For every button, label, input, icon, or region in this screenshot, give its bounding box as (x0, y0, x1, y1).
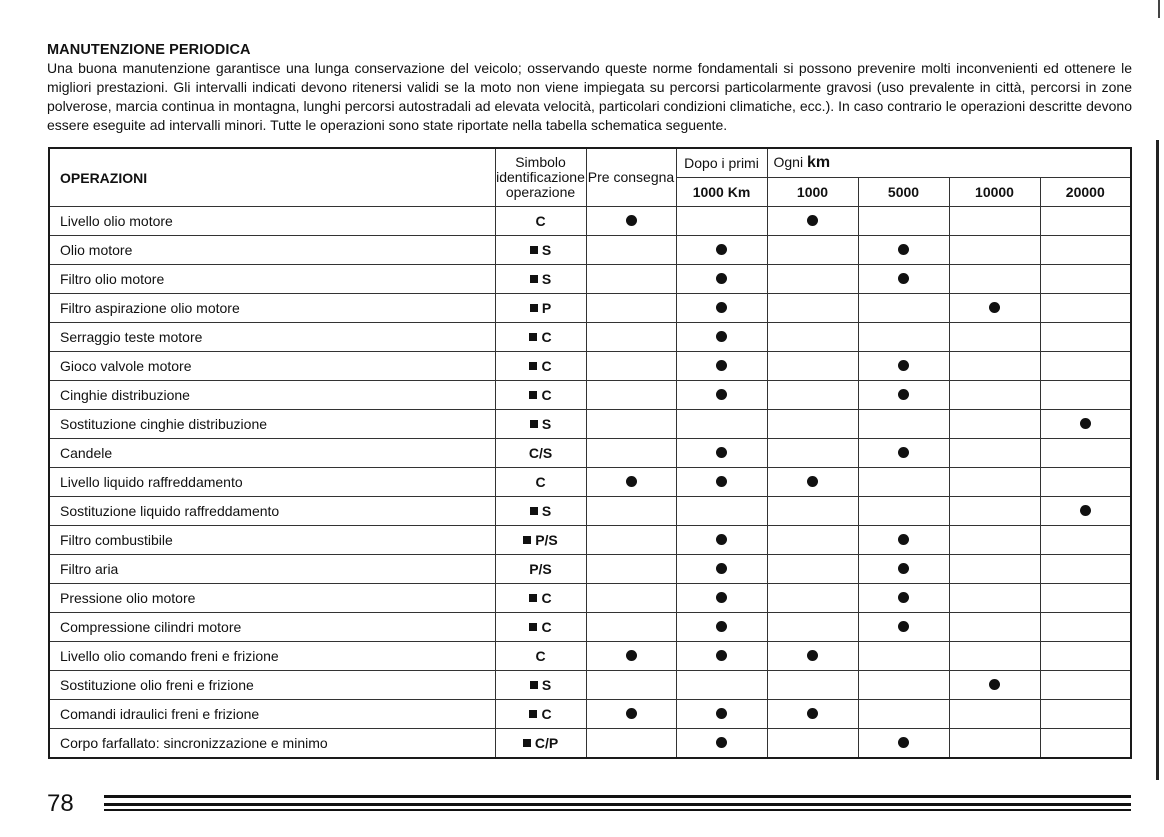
interval-cell (1040, 294, 1131, 323)
interval-cell (949, 700, 1040, 729)
bullet-dot-icon (807, 650, 818, 661)
bullet-dot-icon (626, 708, 637, 719)
operation-name: Compressione cilindri motore (49, 613, 495, 642)
interval-cell (586, 439, 676, 468)
table-row (49, 439, 1131, 468)
operation-symbol (495, 700, 586, 729)
interval-cell (1040, 700, 1131, 729)
bullet-dot-icon (716, 447, 727, 458)
operation-name: Filtro olio motore (49, 265, 495, 294)
interval-cell (949, 410, 1040, 439)
interval-cell (949, 352, 1040, 381)
bullet-dot-icon (716, 592, 727, 603)
interval-cell (949, 236, 1040, 265)
square-marker-icon (530, 304, 538, 312)
table-row (49, 381, 1131, 410)
interval-cell (586, 497, 676, 526)
table-row (49, 555, 1131, 584)
operation-symbol (495, 497, 586, 526)
interval-cell (676, 613, 767, 642)
symbol-code: C (541, 619, 552, 635)
interval-cell (1040, 207, 1131, 236)
table-row (49, 700, 1131, 729)
interval-cell (949, 555, 1040, 584)
interval-cell (949, 294, 1040, 323)
interval-cell (586, 294, 676, 323)
operation-symbol (495, 410, 586, 439)
interval-cell (858, 352, 949, 381)
interval-cell (858, 700, 949, 729)
interval-cell (858, 613, 949, 642)
symbol-header: Simbolo identificazione operazione (495, 148, 586, 207)
interval-cell (676, 729, 767, 759)
bullet-dot-icon (716, 476, 727, 487)
interval-cell (767, 642, 858, 671)
interval-cell (676, 207, 767, 236)
interval-cell (1040, 497, 1131, 526)
interval-cell (1040, 468, 1131, 497)
table-row (49, 410, 1131, 439)
bullet-dot-icon (989, 302, 1000, 313)
interval-cell (949, 381, 1040, 410)
interval-cell (949, 468, 1040, 497)
symbol-code: C (535, 474, 546, 490)
interval-cell (858, 671, 949, 700)
table-body (49, 207, 1131, 759)
operation-symbol (495, 642, 586, 671)
operation-symbol (495, 207, 586, 236)
km-every-20000: 20000 (1040, 178, 1131, 207)
interval-cell (1040, 613, 1131, 642)
bullet-dot-icon (716, 331, 727, 342)
interval-cell (858, 294, 949, 323)
table-row (49, 352, 1131, 381)
km-every-1000: 1000 (767, 178, 858, 207)
bullet-dot-icon (989, 679, 1000, 690)
bullet-dot-icon (716, 563, 727, 574)
interval-cell (858, 729, 949, 759)
operation-name: Gioco valvole motore (49, 352, 495, 381)
operation-symbol (495, 352, 586, 381)
operation-symbol (495, 584, 586, 613)
interval-cell (858, 381, 949, 410)
interval-cell (586, 555, 676, 584)
interval-cell (949, 497, 1040, 526)
operation-symbol (495, 439, 586, 468)
interval-cell (1040, 439, 1131, 468)
bullet-dot-icon (898, 244, 909, 255)
interval-cell (949, 265, 1040, 294)
symbol-code: P/S (529, 561, 552, 577)
table-header-row (49, 148, 1131, 178)
interval-cell (858, 410, 949, 439)
interval-cell (858, 468, 949, 497)
interval-cell (767, 526, 858, 555)
square-marker-icon (530, 507, 538, 515)
interval-cell (949, 439, 1040, 468)
interval-cell (1040, 584, 1131, 613)
interval-cell (676, 265, 767, 294)
symbol-code: C/S (528, 445, 553, 461)
interval-cell (586, 584, 676, 613)
operation-symbol (495, 613, 586, 642)
interval-cell (1040, 323, 1131, 352)
interval-cell (676, 381, 767, 410)
bullet-dot-icon (898, 360, 909, 371)
interval-cell (1040, 410, 1131, 439)
bullet-dot-icon (898, 592, 909, 603)
first-interval-header: Dopo i primi (676, 148, 767, 178)
interval-cell (767, 613, 858, 642)
interval-cell (949, 323, 1040, 352)
square-marker-icon (530, 246, 538, 254)
interval-cell (676, 555, 767, 584)
interval-cell (767, 207, 858, 236)
interval-cell (676, 323, 767, 352)
operation-name: Sostituzione liquido raffreddamento (49, 497, 495, 526)
operation-name: Livello olio comando freni e frizione (49, 642, 495, 671)
table-row (49, 729, 1131, 759)
bullet-dot-icon (626, 476, 637, 487)
interval-cell (1040, 526, 1131, 555)
intro-paragraph: Una buona manutenzione garantisce una lunga conservazione del veicolo; osservando queste norme fondamentali si possono prevenire molti inconvenienti ed ottenere le migliori prestazioni. Gli intervalli indicati devono ritenersi validi se la moto non viene impiegata su percorsi particolarmente gravosi (uso prevalente in città, percorsi in zone polverose, marcia continua in montagna, lunghi percorsi autostradali ad elevata velocità, particolari condizioni climatiche, ecc.). In caso contrario le operazioni descritte devono essere eseguite ad intervalli minori. Tutte le operazioni sono state riportate nella tabella schematica seguente. (47, 60, 1132, 133)
symbol-code: C (535, 213, 546, 229)
maintenance-table (48, 147, 1132, 759)
footer-rule (104, 809, 1131, 811)
interval-cell (949, 729, 1040, 759)
operation-symbol (495, 236, 586, 265)
interval-cell (586, 468, 676, 497)
bullet-dot-icon (716, 389, 727, 400)
bullet-dot-icon (898, 621, 909, 632)
operation-name: Livello olio motore (49, 207, 495, 236)
table-row (49, 526, 1131, 555)
interval-cell (586, 352, 676, 381)
table-row (49, 584, 1131, 613)
interval-cell (676, 671, 767, 700)
bullet-dot-icon (1080, 418, 1091, 429)
interval-cell (858, 526, 949, 555)
interval-cell (949, 584, 1040, 613)
bullet-dot-icon (716, 737, 727, 748)
interval-cell (858, 555, 949, 584)
interval-cell (858, 207, 949, 236)
symbol-code: S (541, 242, 552, 258)
square-marker-icon (523, 739, 531, 747)
table-row (49, 613, 1131, 642)
square-marker-icon (529, 710, 537, 718)
bullet-dot-icon (716, 244, 727, 255)
table-row (49, 207, 1131, 236)
page-edge (1156, 140, 1159, 780)
page-number: 78 (47, 790, 74, 817)
table-row (49, 265, 1131, 294)
square-marker-icon (529, 594, 537, 602)
operation-name: Comandi idraulici freni e frizione (49, 700, 495, 729)
bullet-dot-icon (898, 447, 909, 458)
interval-cell (858, 642, 949, 671)
interval-cell (676, 294, 767, 323)
interval-cell (586, 207, 676, 236)
interval-cell (767, 584, 858, 613)
interval-cell (586, 526, 676, 555)
symbol-code: S (541, 416, 552, 432)
bullet-dot-icon (898, 389, 909, 400)
interval-cell (676, 236, 767, 265)
symbol-code: C/P (534, 735, 559, 751)
interval-cell (676, 468, 767, 497)
section-title: MANUTENZIONE PERIODICA (47, 42, 251, 58)
table-row (49, 497, 1131, 526)
table-row (49, 294, 1131, 323)
interval-cell (586, 381, 676, 410)
operation-symbol (495, 323, 586, 352)
interval-cell (676, 526, 767, 555)
interval-cell (949, 526, 1040, 555)
bullet-dot-icon (716, 534, 727, 545)
every-label: Ogni (773, 154, 804, 170)
interval-cell (1040, 729, 1131, 759)
symbol-code: C (541, 358, 552, 374)
operation-name: Candele (49, 439, 495, 468)
bullet-dot-icon (716, 708, 727, 719)
bullet-dot-icon (898, 534, 909, 545)
square-marker-icon (529, 362, 537, 370)
bullet-dot-icon (898, 563, 909, 574)
operation-symbol (495, 526, 586, 555)
interval-cell (586, 613, 676, 642)
square-marker-icon (530, 420, 538, 428)
interval-cell (767, 323, 858, 352)
interval-cell (949, 642, 1040, 671)
table-row (49, 642, 1131, 671)
interval-cell (767, 381, 858, 410)
table-row (49, 236, 1131, 265)
square-marker-icon (529, 391, 537, 399)
operations-header: OPERAZIONI (49, 148, 495, 207)
interval-cell (767, 671, 858, 700)
interval-cell (858, 236, 949, 265)
operation-symbol (495, 555, 586, 584)
symbol-code: C (535, 648, 546, 664)
bullet-dot-icon (626, 215, 637, 226)
symbol-code: S (541, 271, 552, 287)
operation-symbol (495, 729, 586, 759)
interval-cell (586, 236, 676, 265)
interval-cell (586, 671, 676, 700)
symbol-code: C (541, 329, 552, 345)
interval-cell (676, 700, 767, 729)
page-edge (1158, 0, 1160, 18)
interval-cell (858, 497, 949, 526)
table-row (49, 468, 1131, 497)
interval-cell (767, 294, 858, 323)
bullet-dot-icon (716, 360, 727, 371)
operation-symbol (495, 294, 586, 323)
km-first-1000: 1000 Km (676, 178, 767, 207)
interval-cell (858, 323, 949, 352)
interval-cell (767, 497, 858, 526)
bullet-dot-icon (626, 650, 637, 661)
operation-symbol (495, 671, 586, 700)
interval-cell (586, 265, 676, 294)
symbol-code: S (541, 677, 552, 693)
symbol-code: P (541, 300, 552, 316)
interval-cell (1040, 642, 1131, 671)
interval-cell (767, 236, 858, 265)
operation-name: Serraggio teste motore (49, 323, 495, 352)
bullet-dot-icon (807, 708, 818, 719)
interval-cell (858, 265, 949, 294)
interval-cell (767, 265, 858, 294)
interval-cell (676, 497, 767, 526)
interval-cell (676, 410, 767, 439)
interval-cell (949, 671, 1040, 700)
symbol-code: C (541, 387, 552, 403)
operation-symbol (495, 381, 586, 410)
interval-cell (586, 410, 676, 439)
symbol-code: P/S (535, 532, 558, 548)
table-row (49, 671, 1131, 700)
symbol-code: C (541, 706, 552, 722)
operation-symbol (495, 468, 586, 497)
operation-name: Olio motore (49, 236, 495, 265)
interval-cell (949, 207, 1040, 236)
operation-symbol (495, 265, 586, 294)
interval-cell (676, 642, 767, 671)
interval-cell (676, 584, 767, 613)
bullet-dot-icon (1080, 505, 1091, 516)
interval-cell (676, 439, 767, 468)
interval-cell (676, 352, 767, 381)
interval-cell (767, 352, 858, 381)
operation-name: Sostituzione cinghie distribuzione (49, 410, 495, 439)
every-km-header (767, 148, 1131, 178)
interval-cell (767, 700, 858, 729)
operation-name: Sostituzione olio freni e frizione (49, 671, 495, 700)
operation-name: Corpo farfallato: sincronizzazione e minimo (49, 729, 495, 759)
square-marker-icon (523, 536, 531, 544)
interval-cell (1040, 352, 1131, 381)
symbol-code: S (541, 503, 552, 519)
operation-name: Pressione olio motore (49, 584, 495, 613)
operation-name: Cinghie distribuzione (49, 381, 495, 410)
operation-name: Filtro aspirazione olio motore (49, 294, 495, 323)
bullet-dot-icon (898, 737, 909, 748)
interval-cell (767, 555, 858, 584)
operation-name: Filtro combustibile (49, 526, 495, 555)
table-row (49, 323, 1131, 352)
footer-rule (104, 795, 1131, 798)
interval-cell (1040, 671, 1131, 700)
interval-cell (586, 729, 676, 759)
km-unit: km (806, 154, 831, 171)
interval-cell (1040, 236, 1131, 265)
operation-name: Livello liquido raffreddamento (49, 468, 495, 497)
interval-cell (1040, 265, 1131, 294)
interval-cell (767, 439, 858, 468)
bullet-dot-icon (716, 650, 727, 661)
bullet-dot-icon (807, 476, 818, 487)
km-every-5000: 5000 (858, 178, 949, 207)
symbol-code: C (541, 590, 552, 606)
interval-cell (1040, 555, 1131, 584)
bullet-dot-icon (898, 273, 909, 284)
pre-delivery-header: Pre consegna (586, 148, 676, 207)
square-marker-icon (529, 623, 537, 631)
interval-cell (767, 410, 858, 439)
bullet-dot-icon (716, 621, 727, 632)
interval-cell (586, 323, 676, 352)
interval-cell (949, 613, 1040, 642)
footer-rule (104, 803, 1131, 806)
interval-cell (858, 584, 949, 613)
bullet-dot-icon (716, 302, 727, 313)
operation-name: Filtro aria (49, 555, 495, 584)
interval-cell (586, 642, 676, 671)
square-marker-icon (529, 333, 537, 341)
interval-cell (858, 439, 949, 468)
km-every-10000: 10000 (949, 178, 1040, 207)
square-marker-icon (530, 275, 538, 283)
bullet-dot-icon (716, 273, 727, 284)
interval-cell (1040, 381, 1131, 410)
interval-cell (767, 468, 858, 497)
interval-cell (586, 700, 676, 729)
bullet-dot-icon (807, 215, 818, 226)
square-marker-icon (530, 681, 538, 689)
interval-cell (767, 729, 858, 759)
